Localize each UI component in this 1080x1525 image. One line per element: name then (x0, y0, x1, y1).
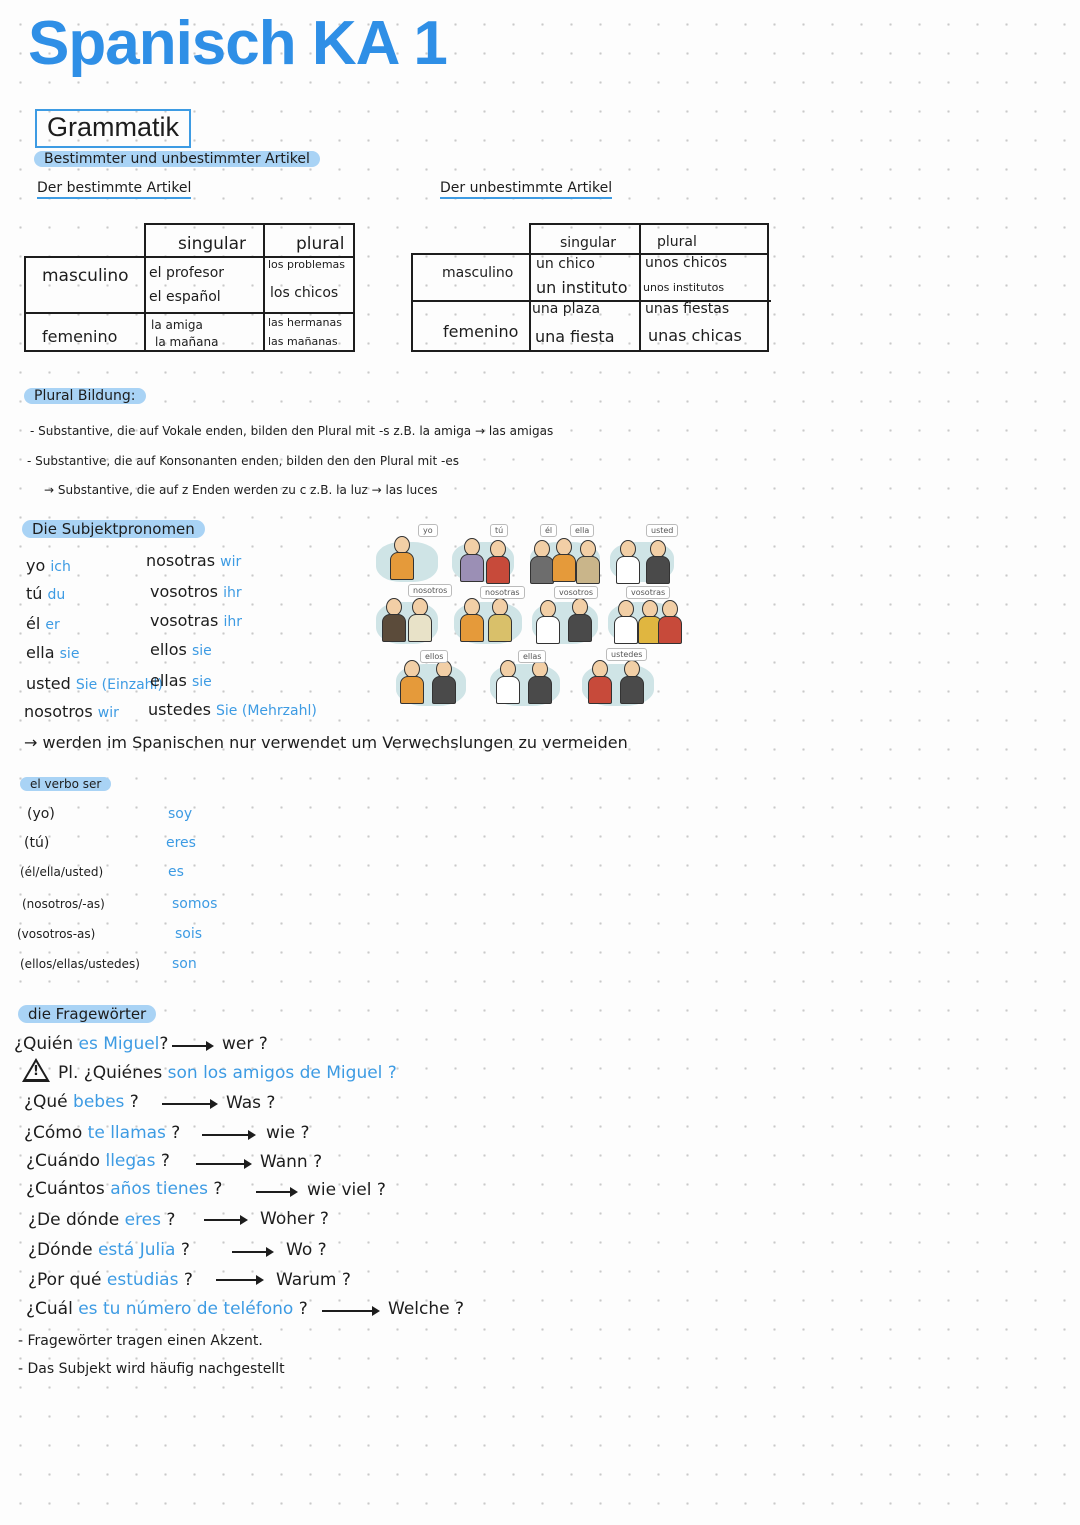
questions-heading: die Fragewörter (18, 1005, 156, 1023)
question-que-de: Was ? (226, 1093, 276, 1113)
definite-masc-sing-2: el español (149, 289, 221, 305)
question-cual-de: Welche ? (388, 1299, 465, 1319)
verb-ser-pronoun-ellos: (ellos/ellas/ustedes) (20, 957, 140, 971)
arrow-icon (322, 1310, 378, 1312)
question-como-de: wie ? (266, 1123, 310, 1143)
indefinite-masc-sing-2: un instituto (536, 278, 628, 297)
illustration-label-yo: yo (418, 524, 438, 537)
question-donde-de: Wo ? (286, 1240, 327, 1260)
section-heading-grammar: Grammatik (35, 109, 191, 148)
question-por-que-de: Warum ? (276, 1270, 351, 1290)
indefinite-fem-sing-2: una fiesta (535, 327, 615, 346)
illustration-label-vosotros: vosotros (554, 586, 598, 599)
arrow-icon (232, 1251, 272, 1253)
indefinite-fem-plur-2: unas chicas (648, 326, 742, 345)
pronoun-vosotras: vosotras ihr (150, 611, 242, 630)
illustration-label-ellos: ellos (420, 650, 448, 663)
question-por-que: ¿Por qué estudias ? (28, 1270, 193, 1290)
pronoun-yo: yo ich (26, 556, 71, 575)
indefinite-fem-sing-1: una plaza (532, 301, 601, 317)
indefinite-row-femenino: femenino (443, 322, 519, 341)
definite-masc-plur-1: los problemas (268, 258, 345, 271)
question-donde: ¿Dónde está Julia ? (28, 1240, 190, 1260)
verb-ser-form-somos: somos (172, 896, 218, 912)
articles-heading: Bestimmter und unbestimmter Artikel (34, 151, 320, 167)
verb-ser-pronoun-yo: (yo) (27, 806, 55, 822)
verb-ser-heading: el verbo ser (20, 777, 111, 791)
question-cuando-de: Wann ? (260, 1152, 323, 1172)
indefinite-masc-plur-2: unos institutos (643, 281, 725, 294)
question-de-donde: ¿De dónde eres ? (28, 1210, 176, 1230)
illustration-label-usted: usted (646, 524, 678, 537)
verb-ser-pronoun-tu: (tú) (24, 835, 50, 851)
verb-ser-form-sois: sois (175, 926, 203, 942)
definite-col-plural: plural (296, 234, 345, 254)
verb-ser-pronoun-el: (él/ella/usted) (20, 865, 104, 879)
pronouns-note-row (24, 733, 628, 752)
indefinite-article-heading: Der unbestimmte Artikel (440, 180, 612, 199)
definite-masc-sing-1: el profesor (149, 265, 225, 281)
warning-icon-mark: ! (33, 1064, 39, 1079)
definite-row-masculino: masculino (42, 266, 129, 286)
pronouns-note: werden im Spanischen nur verwendet um Verwechslungen zu vermeiden (42, 733, 628, 752)
pronoun-usted: usted Sie (Einzahl) (26, 674, 163, 693)
indefinite-masc-sing-1: un chico (536, 256, 595, 272)
verb-ser-pronoun-nosotros: (nosotros/-as) (22, 897, 105, 911)
definite-article-heading: Der bestimmte Artikel (37, 180, 191, 199)
verb-ser-form-eres: eres (166, 835, 196, 851)
plural-rule-3-row (44, 483, 437, 497)
pronoun-tu: tú du (26, 584, 66, 603)
arrow-icon (202, 1134, 254, 1136)
question-de-donde-de: Woher ? (260, 1209, 329, 1229)
arrow-icon (216, 1279, 262, 1281)
question-cual: ¿Cuál es tu número de teléfono ? (26, 1299, 308, 1319)
definite-fem-sing-1: la amiga (151, 318, 203, 332)
pronouns-heading: Die Subjektpronomen (22, 520, 205, 538)
arrow-icon: → (44, 483, 55, 497)
question-cuando: ¿Cuándo llegas ? (26, 1151, 170, 1171)
definite-masc-plur-2: los chicos (270, 285, 339, 301)
illustration-label-nosotros: nosotros (408, 584, 452, 597)
arrow-icon: → (24, 733, 38, 752)
indefinite-fem-plur-1: unas fiestas (645, 301, 730, 317)
indefinite-col-plural: plural (657, 234, 697, 250)
question-cuantos: ¿Cuántos años tienes ? (26, 1179, 223, 1199)
arrow-icon (172, 1045, 212, 1047)
definite-fem-sing-2: la mañana (155, 335, 219, 349)
illustration-label-tu: tú (490, 524, 508, 537)
plural-rule-3: Substantive, die auf z Enden werden zu c z.B. la luz → las luces (57, 483, 438, 497)
question-como: ¿Cómo te llamas ? (24, 1123, 181, 1143)
definite-fem-plur-1: las hermanas (268, 316, 342, 329)
questions-note-1: - Fragewörter tragen einen Akzent. (18, 1333, 263, 1349)
pronoun-ellas: ellas sie (150, 671, 212, 690)
illustration-label-nosotras: nosotras (480, 586, 525, 599)
pronoun-ellos: ellos sie (150, 640, 212, 659)
plural-rule-1: - Substantive, die auf Vokale enden, bilden den Plural mit -s z.B. la amiga → las amigas (30, 424, 554, 438)
definite-col-singular: singular (178, 234, 247, 254)
question-quien-de: wer ? (222, 1034, 268, 1054)
questions-note-2: - Das Subjekt wird häufig nachgestellt (18, 1361, 285, 1377)
illustration-label-ustedes: ustedes (606, 648, 647, 661)
question-que: ¿Qué bebes ? (24, 1092, 139, 1112)
indefinite-row-masculino: masculino (442, 265, 514, 281)
definite-fem-plur-2: las mañanas (268, 335, 338, 348)
verb-ser-pronoun-vosotros: (vosotros-as) (17, 927, 96, 941)
page-title: Spanisch KA 1 (28, 9, 447, 78)
pronoun-el: él er (26, 614, 60, 633)
verb-ser-form-soy: soy (168, 806, 193, 822)
pronoun-ella: ella sie (26, 643, 80, 662)
verb-ser-form-es: es (168, 864, 184, 880)
definite-row-femenino: femenino (42, 327, 118, 346)
plural-rule-2: - Substantive, die auf Konsonanten enden, bilden den den Plural mit -es (27, 454, 459, 468)
indefinite-masc-plur-1: unos chicos (645, 255, 728, 271)
pronoun-ustedes: ustedes Sie (Mehrzahl) (148, 700, 317, 719)
arrow-icon (204, 1219, 246, 1221)
pronouns-illustration (372, 522, 682, 712)
question-cuantos-de: wie viel ? (307, 1180, 386, 1200)
illustration-label-vosotras: vosotras (626, 586, 670, 599)
arrow-icon (162, 1103, 216, 1105)
indefinite-col-singular: singular (560, 235, 617, 251)
arrow-icon (256, 1191, 296, 1193)
pronoun-vosotros: vosotros ihr (150, 582, 242, 601)
question-quien: ¿Quién es Miguel? (14, 1034, 169, 1054)
arrow-icon (196, 1163, 250, 1165)
illustration-label-ellas: ellas (518, 650, 546, 663)
pronoun-nosotras: nosotras wir (146, 551, 242, 570)
illustration-label-el: él (540, 524, 557, 537)
question-quienes: Pl. ¿Quiénes son los amigos de Miguel ? (58, 1063, 397, 1083)
illustration-label-ella: ella (570, 524, 594, 537)
verb-ser-form-son: son (172, 956, 197, 972)
plural-heading: Plural Bildung: (24, 388, 146, 404)
pronoun-nosotros: nosotros wir (24, 702, 119, 721)
